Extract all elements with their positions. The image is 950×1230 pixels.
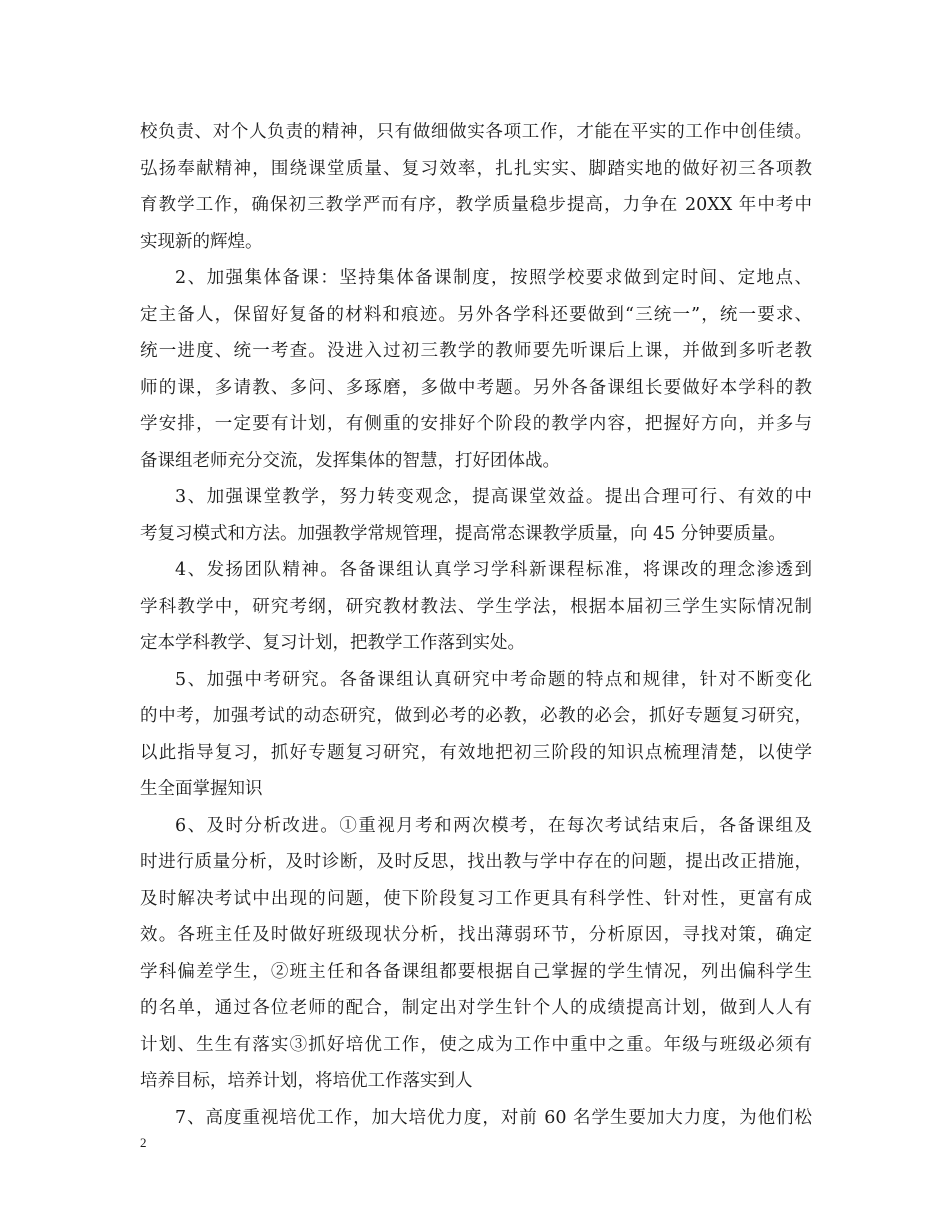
text-line: 学科教学中，研究考纲，研究教材教法、学生学法，根据本届初三学生实际情况制	[140, 596, 812, 617]
text-line: 7、高度重视培优工作，加大培优力度，对前 60 名学生要加大力度，为他们松	[175, 1107, 812, 1128]
text-line: 学安排，一定要有计划，有侧重的安排好个阶段的教学内容，把握好方向，并多与	[140, 414, 812, 434]
text-line: 效。各班主任及时做好班级现状分析，找出薄弱环节，分析原因，寻找对策，确定	[140, 925, 812, 945]
text-line: 6、及时分析改进。①重视月考和两次模考，在每次考试结束后，各备课组及	[175, 815, 812, 836]
text-line: 备课组老师充分交流，发挥集体的智慧，打好团体战。	[140, 450, 560, 471]
text-line: 5、加强中考研究。各备课组认真研究中考命题的特点和规律，针对不断变化	[175, 669, 812, 690]
text-line: 实现新的辉煌。	[140, 231, 263, 252]
text-line: 以此指导复习，抓好专题复习研究，有效地把初三阶段的知识点梳理清楚，以使学	[140, 742, 812, 763]
text-line: 生全面掌握知识	[140, 779, 263, 799]
text-line: 及时解决考试中出现的问题，使下阶段复习工作更具有科学性、针对性，更富有成	[140, 888, 812, 909]
text-line: 计划、生生有落实③抓好培优工作，使之成为工作中重中之重。年级与班级必须有	[140, 1034, 812, 1055]
text-line: 校负责、对个人负责的精神，只有做细做实各项工作，才能在平实的工作中创佳绩。	[140, 122, 812, 142]
text-line: 弘扬奉献精神，围绕课堂质量、复习效率，扎扎实实、脚踏实地的做好初三各项教	[140, 158, 812, 179]
page-number: 2	[140, 1135, 147, 1150]
text-line: 培养目标，培养计划，将培优工作落实到人	[140, 1071, 473, 1091]
text-line: 3、加强课堂教学，努力转变观念，提高课堂效益。提出合理可行、有效的中	[175, 487, 812, 507]
text-line: 4、发扬团队精神。各备课组认真学习学科新课程标准，将课改的理念渗透到	[175, 560, 812, 580]
text-line: 时进行质量分析，及时诊断，及时反思，找出教与学中存在的问题，提出改正措施，	[140, 852, 812, 872]
text-line: 定本学科教学、复习计划，把教学工作落到实处。	[140, 633, 525, 653]
text-line: 学科偏差学生，②班主任和各备课组都要根据自己掌握的学生情况，列出偏科学生	[140, 961, 812, 982]
document-body	[140, 114, 812, 1136]
text-line: 的名单，通过各位老师的配合，制定出对学生针个人的成绩提高计划，做到人人有	[140, 998, 812, 1018]
text-line: 统一进度、统一考查。没进入过初三教学的教师要先听课后上课，并做到多听老教	[140, 341, 812, 361]
text-line: 考复习模式和方法。加强教学常规管理，提高常态课教学质量，向 45 分钟要质量。	[140, 523, 786, 544]
text-line: 的中考，加强考试的动态研究，做到必考的必教，必教的必会，抓好专题复习研究，	[140, 706, 812, 726]
text-line: 2、加强集体备课：坚持集体备课制度，按照学校要求做到定时间、定地点、	[175, 268, 812, 288]
text-line: 育教学工作，确保初三教学严而有序，教学质量稳步提高，力争在 20XX 年中考中	[140, 195, 812, 215]
text-line: 师的课，多请教、多问、多琢磨，多做中考题。另外各备课组长要做好本学科的教	[140, 377, 812, 398]
text-line: 定主备人，保留好复备的材料和痕迹。另外各学科还要做到“三统一”，统一要求、	[140, 304, 812, 325]
